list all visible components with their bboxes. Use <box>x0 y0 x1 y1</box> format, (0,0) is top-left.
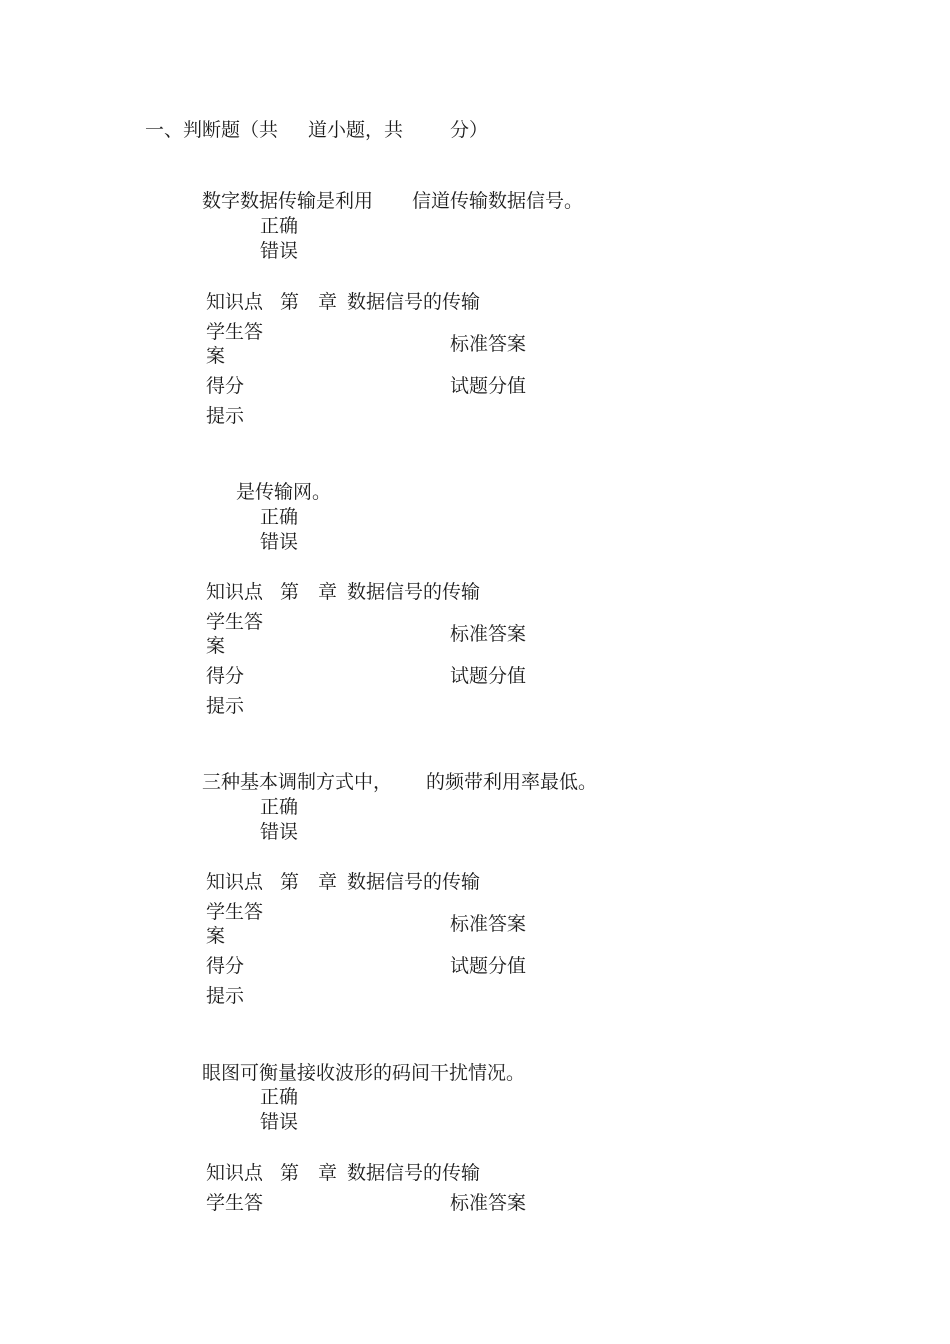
knowledge-point-chapter-prefix: 第 <box>280 1162 300 1184</box>
option-false[interactable]: 错误 <box>260 531 299 553</box>
knowledge-point-chapter-suffix: 章 <box>318 291 338 313</box>
option-false[interactable]: 错误 <box>260 240 299 262</box>
option-true[interactable]: 正确 <box>260 1086 299 1108</box>
score-label: 得分 <box>206 665 245 687</box>
question-value-label: 试题分值 <box>450 375 527 397</box>
knowledge-point-label: 知识点 <box>206 871 264 893</box>
option-true[interactable]: 正确 <box>260 796 299 818</box>
section-heading-suffix: 分） <box>450 119 489 141</box>
standard-answer-label: 标准答案 <box>450 623 527 645</box>
student-answer-label: 学生答 <box>206 1192 264 1214</box>
knowledge-point-chapter-suffix: 章 <box>318 581 338 603</box>
option-false[interactable]: 错误 <box>260 1111 299 1133</box>
knowledge-point-chapter-prefix: 第 <box>280 871 300 893</box>
student-answer-label: 学生答 <box>206 321 264 343</box>
standard-answer-label: 标准答案 <box>450 1192 527 1214</box>
score-label: 得分 <box>206 955 245 977</box>
knowledge-point-chapter-prefix: 第 <box>280 291 300 313</box>
student-answer-label-cont: 案 <box>206 345 226 367</box>
question-stem-part-a: 三种基本调制方式中， <box>202 771 393 793</box>
knowledge-point-chapter-suffix: 章 <box>318 1162 338 1184</box>
section-heading-mid: 道小题，共 <box>308 119 404 141</box>
standard-answer-label: 标准答案 <box>450 913 527 935</box>
score-label: 得分 <box>206 375 245 397</box>
knowledge-point-title: 数据信号的传输 <box>347 871 481 893</box>
knowledge-point-label: 知识点 <box>206 581 264 603</box>
student-answer-label: 学生答 <box>206 901 264 923</box>
standard-answer-label: 标准答案 <box>450 333 527 355</box>
question-value-label: 试题分值 <box>450 955 527 977</box>
question-value-label: 试题分值 <box>450 665 527 687</box>
knowledge-point-label: 知识点 <box>206 291 264 313</box>
knowledge-point-chapter-prefix: 第 <box>280 581 300 603</box>
option-false[interactable]: 错误 <box>260 821 299 843</box>
question-stem-part-a: 是传输网。 <box>236 481 332 503</box>
question-stem-part-b: 信道传输数据信号。 <box>412 190 584 212</box>
option-true[interactable]: 正确 <box>260 215 299 237</box>
knowledge-point-title: 数据信号的传输 <box>347 581 481 603</box>
section-heading-prefix: 一、判断题（共 <box>145 119 279 141</box>
knowledge-point-title: 数据信号的传输 <box>347 1162 481 1184</box>
hint-label: 提示 <box>206 405 245 427</box>
option-true[interactable]: 正确 <box>260 506 299 528</box>
knowledge-point-chapter-suffix: 章 <box>318 871 338 893</box>
question-stem-part-b: 的频带利用率最低。 <box>426 771 598 793</box>
student-answer-label-cont: 案 <box>206 635 226 657</box>
student-answer-label-cont: 案 <box>206 925 226 947</box>
hint-label: 提示 <box>206 695 245 717</box>
question-stem-part-a: 眼图可衡量接收波形的码间干扰情况。 <box>202 1062 526 1084</box>
question-stem-part-a: 数字数据传输是利用 <box>202 190 374 212</box>
knowledge-point-title: 数据信号的传输 <box>347 291 481 313</box>
knowledge-point-label: 知识点 <box>206 1162 264 1184</box>
hint-label: 提示 <box>206 985 245 1007</box>
student-answer-label: 学生答 <box>206 611 264 633</box>
